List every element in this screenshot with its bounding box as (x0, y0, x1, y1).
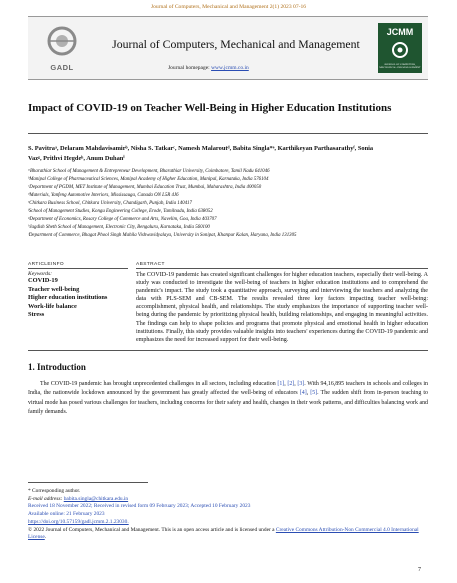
separator: , (306, 390, 311, 397)
citation-link[interactable]: [5] (310, 390, 318, 397)
running-head: Journal of Computers, Mechanical and Management 2(1) 2023 07-16 (150, 4, 307, 10)
license-line (28, 527, 428, 542)
keyword: Stress (28, 311, 45, 318)
intro-text-part: . With 94,16,895 teachers in schools and colleges in India, the nationwide lockdown announced by the government has greatly affected the well-being of educators (28, 381, 429, 397)
intro-text-part: . The sudden shift from in-person teaching to virtual mode has posed various challenges for teachers, including concerns for their safety and health, changes in their work patterns, and difficulties balancing work and family demands. (28, 390, 429, 415)
article-info-rule (28, 268, 128, 269)
license-link[interactable]: Creative Commons Attribution-Non Commercial 4.0 International License (28, 526, 419, 541)
keyword: Teacher well-being (28, 285, 80, 293)
keyword: Higher education institutions (28, 294, 108, 301)
author-line: S. Pavitraᵃ, Delaram Mahdavisamirᵇ, Nisha S. Tatkarᶜ, Namesh Malaroutᵈ, Babita Singla*ᵉ, Karthikeyan Parthasarathyᶠ, Sonia (28, 145, 374, 152)
author-list (28, 144, 428, 164)
footnote-rule (28, 482, 148, 483)
homepage-link[interactable]: www.jcmm.co.in (211, 65, 249, 71)
jcmm-logo-subtitle: JOURNAL OF COMPUTERS, MECHANICAL AND MANAGEMENT (379, 63, 421, 69)
gadl-logo-icon (38, 23, 86, 63)
affiliation: ᵈMaterials, Yanfeng Automotive Interiors, Mississauga, Canada ON L5R 4J6 (28, 193, 179, 199)
homepage-label: Journal homepage: (168, 65, 210, 71)
separator: , (284, 381, 288, 387)
citation-link[interactable]: [2] (287, 381, 295, 387)
affiliation: ᶠSchool of Management Studies, Kongu Engineering College, Erode, Tamilnadu, India 638052 (28, 209, 213, 215)
abstract (136, 262, 428, 344)
citation-link[interactable]: [3] (297, 381, 305, 387)
available-online: Available online: 21 February 2023 (28, 511, 105, 518)
journal-title: Journal of Computers, Mechanical and Management (112, 37, 360, 51)
keyword: COVID-19 (28, 277, 58, 284)
citation-link[interactable]: [4] (299, 390, 307, 397)
keyword: Work-life balance (28, 302, 77, 310)
abstract-bottom-rule (28, 350, 428, 351)
intro-text-part: The COVID-19 pandemic has brought unprecedented challenges in all sectors, including education (40, 381, 278, 387)
jcmm-logo (378, 23, 422, 73)
article-info-label: ARTICLEINFO (28, 262, 65, 267)
keywords-label: Keywords: (28, 271, 53, 277)
abstract-label: ABSTRACT (136, 262, 165, 267)
license-text: © 2022 Journal of Computers, Mechanical and Management. This is an open access article and is licensed under a (28, 526, 276, 533)
corresponding-author: * Corresponding author. (28, 488, 81, 494)
affiliations (28, 168, 428, 240)
license-end: . (44, 534, 47, 541)
affiliation: ⁱDepartment of Commerce, Bhagat Phool Singh Mahila Vishwavidyalaya, University in Sonipat, Khanpur Kalan, Haryana, India 131305 (28, 233, 297, 239)
affiliation: ᵇManipal College of Pharmaceutical Sciences, Manipal Academy of Higher Education, Manipal, Karnataka, India 576104 (28, 177, 269, 183)
author-line: Vazᵍ, Prithvi Hegdeʰ, Anum Duhanⁱ (28, 155, 125, 162)
footnotes (28, 482, 428, 542)
citation-link[interactable]: [1] (277, 381, 285, 387)
gadl-logo (38, 23, 86, 75)
abstract-rule (136, 268, 428, 269)
gear-icon (378, 39, 422, 61)
jcmm-logo-text: JCMM (386, 27, 414, 37)
intro-paragraph (28, 380, 428, 417)
separator: , (294, 381, 298, 387)
page-number: 7 (418, 567, 421, 573)
title-rule (28, 133, 428, 134)
journal-homepage (168, 65, 249, 71)
masthead (28, 16, 428, 80)
affiliation: ᵉChitkara Business School, Chitkara University, Chandigarh, Punjab, India 140417 (28, 201, 192, 207)
received-dates: Received 18 November 2022; Received in revised form 09 February 2023; Accepted 10 February 2023 (28, 503, 251, 510)
article-title: Impact of COVID-19 on Teacher Well-Being in Higher Education Institutions (28, 102, 392, 114)
doi-link[interactable]: https://doi.org/10.57159/gadl.jcmm.2.1.23030. (28, 518, 129, 525)
email-label: E-mail address: (28, 495, 64, 502)
affiliation: ʰJagdish Sheth School of Management, Electronic City, Bengaluru, Karnataka, India 560100 (28, 225, 210, 231)
email-link[interactable]: babita.singla@chitkara.edu.in (63, 495, 129, 502)
affiliation: ᵃBharathiar School of Management & Entrepreneur Development, Bharathiar University, Coimbatore, Tamil Nadu 641046 (28, 169, 270, 174)
section-heading: 1. Introduction (28, 362, 86, 372)
article-info (28, 262, 128, 320)
affiliation: ᵍDepartment of Economics, Rosary College of Commerce and Arts, Navelim, Goa, India 403707 (28, 217, 217, 223)
abstract-text: The COVID-19 pandemic has created significant challenges for higher education teachers, especially their well-being. A study was conducted to investigate the well-being of teachers in higher education institutions and to comprehend the pandemic's impact. The study took a quantitative approach, surveying and interviewing the teachers and analyzing the data with PLS-SEM and CB-SEM. The results revealed three key factors impacting teacher well-being: accomplishment, physical health, and relationships. The study emphasizes the importance of supporting teacher well-being during the pandemic by prioritizing physical health, building relationships, and engaging in meaningful activities. The findings can help to shape policies and programs that promote physical and emotional health in higher education institutions. Finally, this study provides valuable insights into teachers' experiences during the COVID-19 pandemic and emphasizes the need for increased support for their well-being. (136, 272, 428, 343)
affiliation: ᶜDepartment of PGDM, MET Institute of Management, Mumbai Education Trust, Mumbai, Maharashtra, India 400050 (28, 185, 262, 191)
gadl-logo-text: GADL (50, 63, 74, 72)
